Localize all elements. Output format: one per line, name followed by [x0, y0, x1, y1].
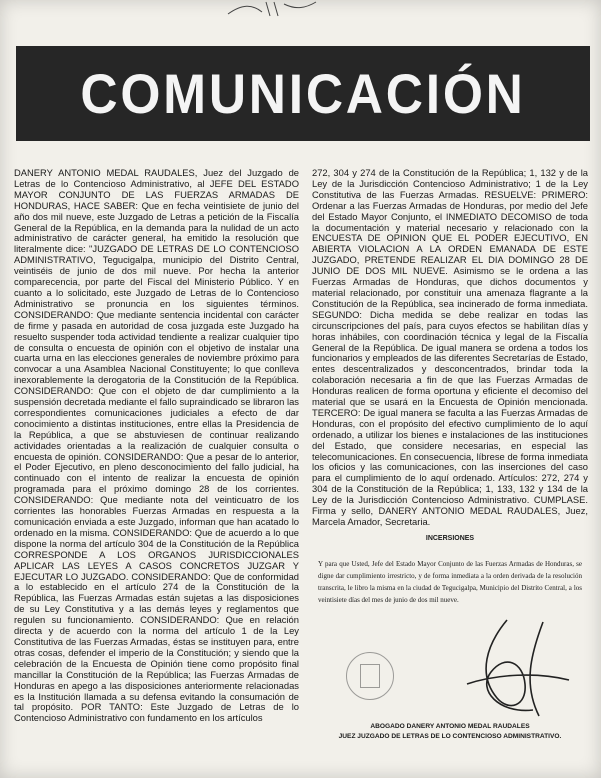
- page-title: COMUNICACIÓN: [80, 62, 526, 125]
- signature-icon: [447, 614, 577, 724]
- signature-block: [312, 722, 588, 742]
- left-column-text: DANERY ANTONIO MEDAL RAUDALES, Juez del Juzgado de Letras de lo Contencioso Administrativo, al JEFE DEL ESTADO MAYOR CONJUNTO DE LAS FUERZAS ARMADAS DE HONDURAS, HACE SABER: Que en fecha veintisiete de junio del año dos mil nueve, este Juzgado de Letras a petición de la Fiscalía General de la República, en la demanda para la nulidad de un acto administrativo de carácter general, ha emitido la resolución que literalmente dice: "JUZGADO DE LETRAS DE LO CONTENCIOSO ADMINISTRATIVO, Tegucigalpa, municipio del Distrito Central, veintiséis de junio de dos mil nueve. Por hecha la anterior comparecencia, por parte del Fiscal del Ministerio Público. Y en cuanto a lo solicitado, este Juzgado de Letras de lo Contencioso Administrativo se pronuncia en los siguientes términos. CONSIDERANDO: Que mediante sentencia incidental con carácter de firme y pasada en autoridad de cosa juzgada este Juzgado ha resuelto suspender toda actividad tendiente a realizar cualquier tipo de consulta o encuesta de opinión con el objetivo de instalar una cuarta urna en las elecciones generales de noviembre próximo para convocar a una Asamblea Nacional Constituyente; lo que conlleva inexorablemente la derogatoria de la Constitución de la República. CONSIDERANDO: Que con el objeto de dar cumplimiento a la suspensión decretada mediante el fallo supraindicado se libraron las correspondientes comunicaciones judiciales a efecto de dar conocimiento a distintas instituciones, entre ellas la Presidencia de la República, a que se abstuviesen de continuar realizando actividades orientadas a la realización de cualquier consulta o encuesta de opinión. CONSIDERANDO: Que a pesar de lo anterior, el Poder Ejecutivo, en pleno desconocimiento del fallo judicial, ha continuado con el intento de realizar la encuesta de opinión programada para el próximo domingo 28 de los corrientes. CONSIDERANDO: Que mediante nota del veinticuatro de los corrientes las honorables Fuerzas Armadas en respuesta a la comunicación enviada a este Juzgado, informan que han acatado lo ordenado en la misma. CONSIDERANDO: Que de acuerdo a lo que dispone la norma del artículo 304 de la Constitución de la República CORRESPONDE A LOS ORGANOS JURISDICCIONALES APLICAR LAS LEYES A CASOS CONCRETOS JUZGAR Y EJECUTAR LO JUZGADO. CONSIDERANDO: Que de conformidad a lo establecido en el artículo 274 de la Constitución de la República, las Fuerzas Armadas están sujetas a las disposiciones de su Ley Constitutiva y a las demás leyes y reglamentos que regulen su funcionamiento. CONSIDERANDO: Que en relación directa y de acuerdo con la norma del artículo 1 de la Ley Constitutiva de las Fuerzas Armadas, éstas se instituyen para, entre otras cosas, defender el imperio de la Constitución; y siendo que la celebración de la Encuesta de Opinión tiene como propósito final mancillar la Constitución de la República; las Fuerzas Armadas de Honduras en apego a las disposiciones anteriormente relacionadas es la Institución llamada a su defensa evitando la consumación de tal propósito. POR TANTO: Este Juzgado de Letras de lo Contencioso Administrativo con fundamento en los artículos: [14, 168, 299, 724]
- header-banner: [16, 46, 590, 141]
- signer-name: ABOGADO DANERY ANTONIO MEDAL RAUDALES: [370, 722, 530, 730]
- signer-title: JUEZ JUZGADO DE LETRAS DE LO CONTENCIOSO ADMINISTRATIVO.: [338, 732, 562, 740]
- right-column: [312, 168, 588, 768]
- handwritten-mark-top: [222, 0, 322, 18]
- court-seal-icon: [346, 652, 394, 700]
- insertions-section: [312, 534, 588, 740]
- left-column: [14, 168, 299, 768]
- article-columns: [14, 168, 590, 768]
- insertions-title: INCERSIONES: [425, 534, 475, 542]
- right-column-text: 272, 304 y 274 de la Constitución de la República; 1, 132 y de la Ley de la Jurisdicción Contencioso Administrativo; 1 de la Ley Constitutiva de las Fuerzas Armadas. RESUELVE: PRIMERO: Ordenar a las Fuerzas Armadas de Honduras, por medio del Jefe del Estado Mayor Conjunto, el INMEDIATO DECOMISO de toda la documentación y material necesario y relacionado con la ENCUESTA DE OPINION QUE EL PODER EJECUTIVO, EN ABIERTA VIOLACION A LA ORDEN EMANADA DE ESTE JUZGADO, PRETENDE REALIZAR EL DIA DOMINGO 28 DE JUNIO DE DOS MIL NUEVE. Asimismo se le ordena a las Fuerzas Armadas de Honduras, que dichos documentos y material relacionado, por constituir una amenaza flagrante a la Constitución de la República, sea incinerado de forma inmediata. SEGUNDO: Dicha medida se debe realizar en todas las circunscripciones del país, para cuyos efectos se habilitan días y horas inhábiles, con coordinación técnica y legal de la Fiscalía General de la República. De igual manera se ordena a todos los funcionarios y empleados de las diferentes Secretarías de Estado, entes descentralizados y desconcentrados, brindar toda la colaboración necesaria a fin de que las Fuerzas Armadas de Honduras realicen de forma oportuna y eficiente el decomiso del material que se usará en la Encuesta de Opinión mencionada. TERCERO: De igual manera se faculta a las Fuerzas Armadas de Honduras, con el propósito del efectivo cumplimiento de lo aquí ordenado, a utilizar los bienes e instalaciones de las instituciones del Estado, que considere necesarias, en especial las telecomunicaciones. En consecuencia, líbrese de forma inmediata los oficios y las comunicaciones, con las inserciones del caso para el cumplimiento de lo aquí ordenado. Artículos: 272, 274 y 304 de la Constitución de la República; 1, 133, 132 y 134 de la Ley de la Jurisdicción Contencioso Administrativo. CUMPLASE. Firma y sello, DANERY ANTONIO MEDAL RAUDALES, Juez, Marcela Amador, Secretaria.: [312, 168, 588, 527]
- insertions-body: Y para que Usted, Jefe del Estado Mayor Conjunto de las Fuerzas Armadas de Honduras, se digne dar cumplimiento irrestricto, y de forma inmediata a la orden derivada de la resolución transcrita, le libro la misma en la ciudad de Tegucigalpa, Municipio del Distrito Central, a los veintisiete días del mes de junio de dos mil nueve.: [318, 559, 582, 604]
